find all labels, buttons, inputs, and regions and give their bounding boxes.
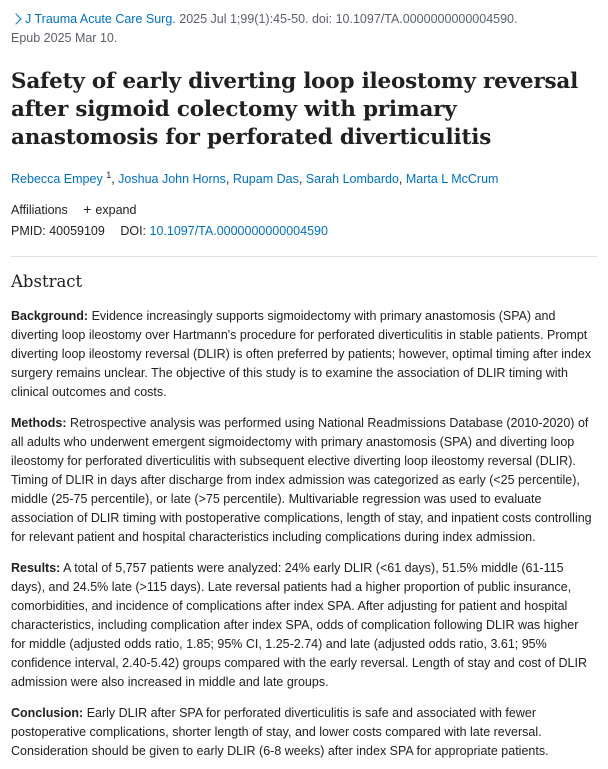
divider (11, 256, 597, 257)
section-label: Methods: (11, 416, 67, 430)
abstract-heading: Abstract (11, 272, 83, 291)
plus-icon: + (83, 201, 92, 217)
author-affiliation-marker[interactable]: 1 (106, 169, 112, 180)
author-link[interactable]: Joshua John Horns (118, 172, 226, 186)
section-text: Retrospective analysis was performed using National Readmissions Database (2010-2020) of all adults who underwent emergent sigmoidectomy with primary anastomosis (SPA) and diverting loop ileostomy for perforated diverticulitis with subsequent elective diverting loop ileostomy reversal (DLIR). Timing of DLIR in days after discharge from index admission was categorized as early (<25 percentile), middle (25-75 percentile), or late (>75 percentile). Multivariable regression was used to evaluate association of DLIR timing with postoperative complications, length of stay, and inpatient costs controlling for relevant patient and hospital characteristics including complications during index admission. (11, 416, 592, 544)
expand-label: expand (95, 203, 137, 217)
section-text: A total of 5,757 patients were analyzed: 24% early DLIR (<61 days), 51.5% middle (61-115 days), and 24.5% late (>115 days). Late reversal patients had a higher proportion of public insurance, comorbidities, and incidence of complications after index SPA. After adjusting for patient and hospital characteristics, including complication after index SPA, odds of complication following DLIR was higher for middle (adjusted odds ratio, 1.85; 95% CI, 1.25-2.74) and late (adjusted odds ratio, 3.61; 95% confidence interval, 2.40-5.42) groups compared with the early reversal. Length of stay and cost of DLIR admission were also increased in middle and late groups. (11, 561, 588, 689)
journal-link[interactable] (11, 12, 176, 26)
author-list: Rebecca Empey $^1$, Joshua John Horns, Rupam Das, Sarah Lombardo, Marta L McCrum (11, 169, 499, 186)
doi-link[interactable]: 10.1097/TA.0000000000004590 (149, 224, 328, 238)
affiliations-row (11, 200, 597, 219)
section-text: Early DLIR after SPA for perforated diverticulitis is safe and associated with fewer postoperative complications, shorter length of stay, and lower costs compared with late reversal. Consideration should be given to early DLIR (6-8 weeks) after index SPA for appropriate patients. (11, 706, 549, 758)
pmid-label: PMID: (11, 224, 46, 238)
section-label: Conclusion: (11, 706, 84, 720)
doi-label: DOI: (120, 224, 147, 238)
author-link[interactable]: Rebecca Empey (11, 172, 103, 186)
abstract-methods (11, 414, 597, 547)
citation (11, 10, 597, 48)
abstract-background (11, 307, 597, 402)
abstract-conclusion (11, 704, 597, 761)
author-link[interactable]: Rupam Das (232, 172, 299, 186)
affiliations-label: Affiliations (11, 203, 68, 217)
affiliations-expand-button[interactable] (83, 203, 136, 217)
abstract-results (11, 559, 597, 692)
section-label: Results: (11, 561, 61, 575)
citation-details: 2025 Jul 1;99(1):45-50. doi: 10.1097/TA.0000000000004590. (179, 12, 518, 26)
journal-name[interactable]: J Trauma Acute Care Surg. (25, 12, 176, 26)
chevron-right-icon (10, 14, 21, 25)
section-text: Evidence increasingly supports sigmoidectomy with primary anastomosis (SPA) and diverting loop ileostomy over Hartmann's procedure for perforated diverticulitis in stable patients. Prompt diverting loop ileostomy reversal (DLIR) is often preferred by patients; however, optimal timing after index surgery remains unclear. The objective of this study is to examine the association of DLIR timing with clinical outcomes and costs. (11, 309, 592, 399)
section-label: Background: (11, 309, 89, 323)
pmid-value: 40059109 (49, 224, 105, 238)
article-title: Safety of early diverting loop ileostomy reversal after sigmoid colectomy with primary anastomosis for perforated diverticulitis (11, 69, 579, 150)
identifiers-row (11, 222, 597, 240)
author-link[interactable]: Sarah Lombardo (305, 172, 399, 186)
author-link[interactable]: Marta L McCrum (405, 172, 499, 186)
epub-date: Epub 2025 Mar 10. (11, 31, 118, 45)
